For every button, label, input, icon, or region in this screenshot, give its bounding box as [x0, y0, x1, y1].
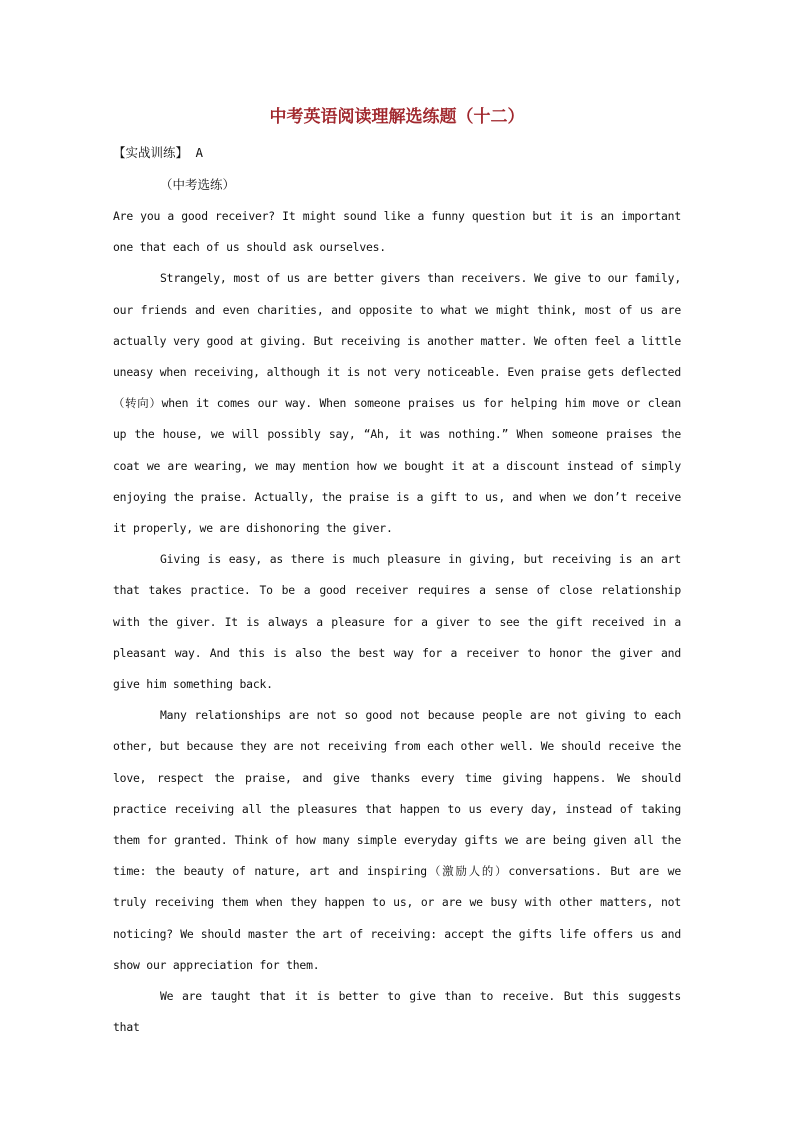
source-subheading: （中考选练）: [160, 177, 236, 192]
section-letter: A: [195, 145, 204, 160]
paragraph-2: Strangely, most of us are better givers than receivers. We give to our family, our friends and even charities, and opposite to what we might think, most of us are actually very good at giving. But receiving is another matter. We often feel a little uneasy when receiving, although it is not very noticeable. Even praise gets deflected（转向）when it comes our way. When someone praises us for helping him move or clean up the house, we will possibly say, “Ah, it was nothing.” When someone praises the coat we are wearing, we may mention how we bought it at a discount instead of simply enjoying the praise. Actually, the praise is a gift to us, and when we don’t receive it properly, we are dishonoring the giver.: [113, 271, 681, 536]
paragraph-3: Giving is easy, as there is much pleasure in giving, but receiving is an art that takes practice. To be a good receiver requires a sense of close relationship with the giver. It is always a pleasure for a giver to see the gift received in a pleasant way. And this is also the best way for a receiver to honor the giver and give him something back.: [113, 552, 681, 692]
paragraph-5: We are taught that it is better to give than to receive. But this suggests that: [113, 989, 681, 1035]
page-title: 中考英语阅读理解选练题（十二）: [269, 107, 525, 127]
paragraph-4: Many relationships are not so good not because people are not giving to each other, but because they are not receiving from each other well. We should receive the love, respect the praise, and give thanks every time giving happens. We should practice receiving all the pleasures that happen to us every day, instead of taking them for granted. Think of how many simple everyday gifts we are being given all the time: the beauty of nature, art and inspiring（激励人的）conversations. But are we truly receiving them when they happen to us, or are we busy with other matters, not noticing? We should master the art of receiving: accept the gifts life offers us and show our appreciation for them.: [113, 708, 681, 972]
section-heading: [113, 143, 203, 163]
reading-passage: [113, 201, 681, 1043]
paragraph-1: Are you a good receiver? It might sound like a funny question but it is an important one that each of us should ask ourselves.: [113, 209, 681, 255]
section-label: 【实战训练】: [113, 145, 189, 160]
